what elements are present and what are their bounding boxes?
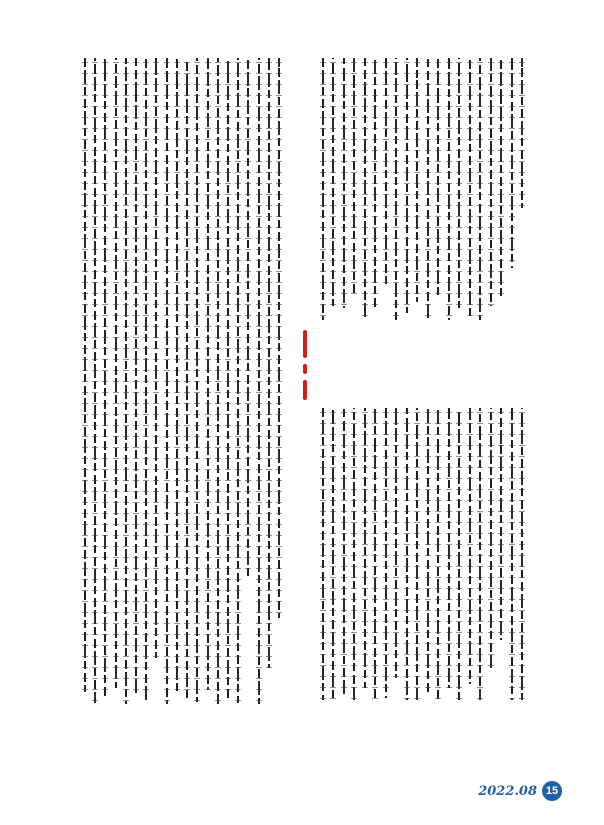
upper-right-column-line (364, 58, 366, 320)
upper-right-column-line (521, 58, 523, 208)
lower-right-column-line (364, 408, 366, 688)
heading-glyph-2 (303, 364, 307, 374)
lower-right-column-line (427, 408, 429, 694)
lower-right-column-line (395, 408, 397, 678)
left-column-line (104, 58, 106, 698)
upper-right-column-line (490, 58, 492, 306)
upper-right-column-line (395, 58, 397, 320)
left-column-line (237, 58, 239, 703)
upper-right-column-line (406, 58, 408, 313)
lower-right-column-line (416, 408, 418, 700)
page-footer (478, 781, 562, 801)
lower-right-column-line (500, 408, 502, 640)
upper-right-column-line (322, 58, 324, 320)
upper-right-column-line (353, 58, 355, 296)
lower-right-column-line (353, 408, 355, 700)
left-column-line (84, 58, 86, 692)
left-column-line (217, 58, 219, 704)
lower-right-column-line (458, 408, 460, 700)
upper-right-column-line (343, 58, 345, 308)
lower-right-column-line (385, 408, 387, 698)
lower-right-column-line (490, 408, 492, 668)
heading-glyph-3 (303, 380, 307, 400)
upper-right-column-line (437, 58, 439, 298)
left-column-line (186, 58, 188, 698)
left-column-line (247, 58, 249, 578)
upper-right-column-line (469, 58, 471, 318)
left-column-line (125, 58, 127, 704)
left-column-line (227, 58, 229, 698)
lower-right-column-line (469, 408, 471, 684)
issue-label: 2022.08 (478, 783, 537, 799)
left-column-line (278, 58, 280, 618)
upper-right-column-line (458, 58, 460, 308)
left-column-line (145, 58, 147, 700)
lower-right-column-line (374, 408, 376, 700)
lower-right-column-line (332, 408, 334, 700)
upper-right-column-line (385, 58, 387, 284)
left-column-line (166, 58, 168, 704)
left-column-line (258, 58, 260, 704)
lower-right-column-line (479, 408, 481, 700)
left-column-line (94, 58, 96, 703)
left-column-line (115, 58, 117, 688)
lower-right-column-line (521, 408, 523, 700)
upper-right-column-line (374, 58, 376, 308)
section-heading-text (297, 330, 298, 331)
upper-right-column-line (479, 58, 481, 320)
upper-right-column-line (511, 58, 513, 268)
left-column-line (268, 58, 270, 668)
lower-right-column-line (437, 408, 439, 700)
upper-right-column-line (332, 58, 334, 306)
upper-right-column-line (448, 58, 450, 320)
lower-right-column-line (343, 408, 345, 696)
lower-right-column-line (511, 408, 513, 700)
lower-right-column-line (406, 408, 408, 700)
left-column-line (155, 58, 157, 658)
upper-right-column-line (427, 58, 429, 320)
lower-right-column-line (448, 408, 450, 688)
lower-right-column-line (322, 408, 324, 700)
left-column-line (176, 58, 178, 694)
section-heading (297, 330, 313, 400)
upper-right-column-line (500, 58, 502, 298)
left-column-line (135, 58, 137, 696)
page-number: 15 (542, 781, 562, 801)
upper-right-column-line (416, 58, 418, 302)
heading-glyph-1 (303, 330, 307, 358)
left-column-line (196, 58, 198, 702)
left-column-line (207, 58, 209, 690)
